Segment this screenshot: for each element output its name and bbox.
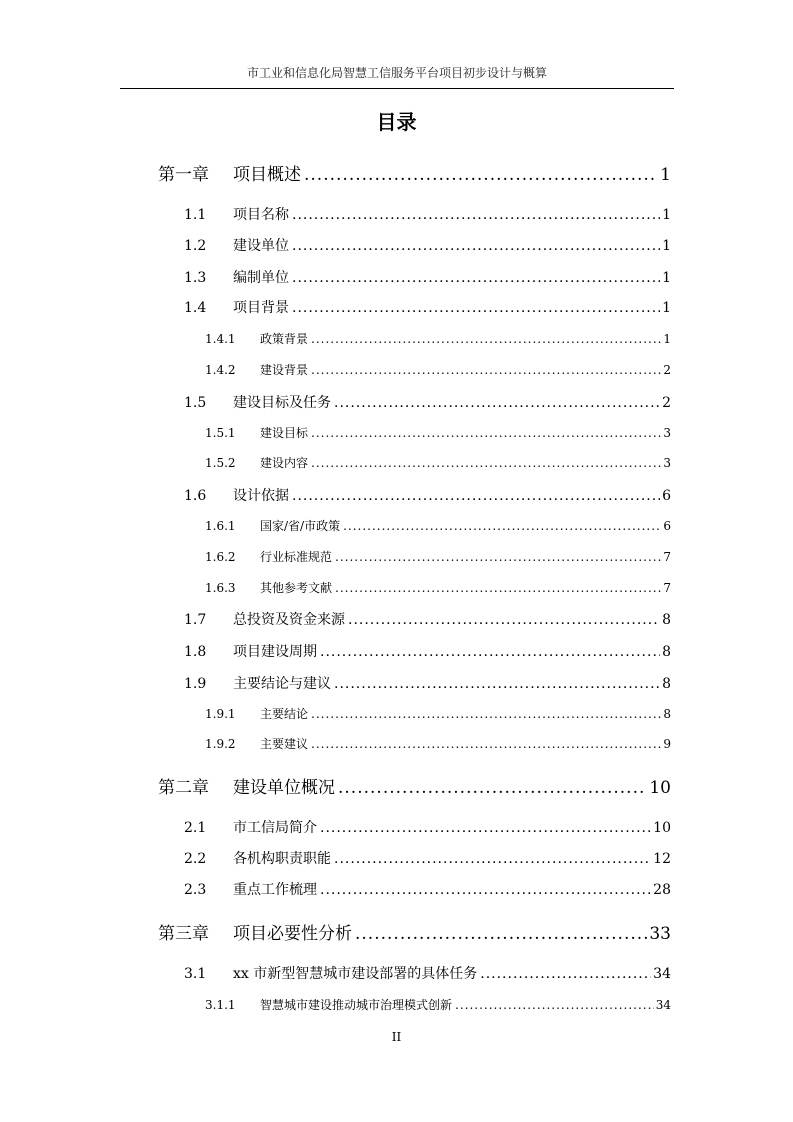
dot-leader	[311, 707, 661, 721]
dot-leader	[320, 882, 651, 898]
page-header: 市工业和信息化局智慧工信服务平台项目初步设计与概算	[120, 58, 674, 89]
entry-number: 2.1	[184, 820, 207, 836]
entry-page: 1	[662, 207, 671, 223]
entry-title: 总投资及资金来源	[233, 612, 345, 628]
entry-number: 1.3	[184, 270, 207, 286]
toc-entry-1-5-1[interactable]	[205, 424, 671, 441]
entry-title: 建设背景	[260, 363, 309, 377]
entry-number: 1.9.1	[205, 707, 236, 721]
entry-title: 行业标准规范	[260, 550, 333, 564]
dot-leader	[311, 363, 661, 377]
toc-entry-2-1[interactable]	[184, 817, 671, 837]
entry-page: 34	[653, 966, 671, 982]
entry-title: 主要结论	[260, 707, 309, 721]
dot-leader	[348, 612, 660, 628]
entry-page: 10	[653, 820, 671, 836]
toc-entry-1-6-3[interactable]	[205, 579, 671, 596]
entry-title: 项目建设周期	[233, 644, 317, 660]
entry-page: 34	[655, 998, 671, 1012]
entry-number: 3.1.1	[205, 998, 236, 1012]
toc-entry-chapter-3[interactable]	[158, 919, 671, 944]
entry-title: 主要结论与建议	[233, 676, 331, 692]
toc-entry-1-6[interactable]	[184, 485, 671, 505]
toc-entry-3-1[interactable]	[184, 963, 671, 983]
entry-page: 33	[649, 924, 671, 944]
dot-leader	[292, 238, 660, 254]
entry-title: 建设单位概况	[233, 778, 335, 798]
dot-leader	[320, 644, 660, 660]
entry-page: 1	[662, 238, 671, 254]
entry-page: 28	[653, 882, 671, 898]
entry-title: 重点工作梳理	[233, 882, 317, 898]
entry-title: 主要建议	[260, 737, 309, 751]
entry-page: 12	[653, 851, 671, 867]
page-number: II	[391, 1030, 402, 1044]
entry-page: 1	[660, 165, 671, 185]
entry-page: 7	[663, 550, 671, 564]
entry-page: 1	[663, 332, 671, 346]
toc-entry-1-6-2[interactable]	[205, 548, 671, 565]
entry-title: 建设单位	[233, 238, 289, 254]
entry-title: 编制单位	[233, 270, 289, 286]
entry-page: 2	[662, 395, 671, 411]
entry-title: xx 市新型智慧城市建设部署的具体任务	[233, 966, 478, 982]
entry-number: 1.4.1	[205, 332, 236, 346]
entry-number: 1.7	[184, 612, 207, 628]
dot-leader	[480, 966, 651, 982]
dot-leader	[311, 456, 661, 470]
dot-leader	[292, 488, 660, 504]
entry-number: 第二章	[158, 778, 209, 798]
dot-leader	[292, 300, 660, 316]
entry-number: 1.9	[184, 676, 207, 692]
toc-entry-chapter-1[interactable]	[158, 160, 671, 185]
entry-title: 设计依据	[233, 488, 289, 504]
entry-title: 项目必要性分析	[233, 924, 352, 944]
entry-title: 建设目标及任务	[233, 395, 331, 411]
toc-entry-1-6-1[interactable]	[205, 517, 671, 534]
entry-page: 9	[663, 737, 671, 751]
entry-number: 2.3	[184, 882, 207, 898]
entry-number: 1.5.1	[205, 426, 236, 440]
entry-title: 各机构职责职能	[233, 851, 331, 867]
toc-entry-1-8[interactable]	[184, 641, 671, 661]
entry-page: 8	[662, 612, 671, 628]
entry-number: 2.2	[184, 851, 207, 867]
entry-page: 6	[663, 519, 671, 533]
toc-entry-1-1[interactable]	[184, 204, 671, 224]
toc-title: 目录	[376, 110, 417, 134]
entry-title: 建设目标	[260, 426, 309, 440]
dot-leader	[335, 581, 661, 595]
entry-title: 建设内容	[260, 456, 309, 470]
entry-title: 国家/省/市政策	[260, 519, 341, 533]
dot-leader	[455, 998, 654, 1012]
entry-page: 1	[662, 300, 671, 316]
toc-entry-1-9-2[interactable]	[205, 735, 671, 752]
entry-number: 第一章	[158, 165, 209, 185]
toc-entry-1-4[interactable]	[184, 297, 671, 317]
entry-page: 8	[662, 676, 671, 692]
dot-leader	[338, 778, 647, 798]
dot-leader	[334, 395, 660, 411]
entry-number: 1.4.2	[205, 363, 236, 377]
entry-page: 8	[663, 707, 671, 721]
entry-title: 项目概述	[233, 165, 301, 185]
entry-title: 项目背景	[233, 300, 289, 316]
entry-number: 1.2	[184, 238, 207, 254]
dot-leader	[320, 820, 651, 836]
toc-entry-chapter-2[interactable]	[158, 773, 671, 798]
entry-number: 1.6.1	[205, 519, 236, 533]
toc-entry-1-4-2[interactable]	[205, 361, 671, 378]
entry-number: 第三章	[158, 924, 209, 944]
dot-leader	[311, 737, 661, 751]
entry-number: 1.8	[184, 644, 207, 660]
toc-entry-1-7[interactable]	[184, 609, 671, 629]
entry-page: 8	[662, 644, 671, 660]
dot-leader	[335, 550, 661, 564]
toc-entry-2-3[interactable]	[184, 879, 671, 899]
dot-leader	[311, 332, 661, 346]
toc-entry-1-5-2[interactable]	[205, 454, 671, 471]
entry-page: 3	[663, 426, 671, 440]
entry-number: 1.1	[184, 207, 207, 223]
entry-title: 市工信局简介	[233, 820, 317, 836]
entry-title: 智慧城市建设推动城市治理模式创新	[260, 998, 453, 1012]
entry-title: 其他参考文献	[260, 581, 333, 595]
entry-number: 1.9.2	[205, 737, 236, 751]
entry-title: 项目名称	[233, 207, 289, 223]
toc-entry-2-2[interactable]	[184, 848, 671, 868]
dot-leader	[334, 676, 660, 692]
entry-page: 1	[662, 270, 671, 286]
dot-leader	[292, 207, 660, 223]
toc-entry-1-4-1[interactable]	[205, 330, 671, 347]
entry-number: 1.5	[184, 395, 207, 411]
entry-page: 7	[663, 581, 671, 595]
entry-number: 1.6.3	[205, 581, 236, 595]
entry-page: 6	[662, 488, 671, 504]
dot-leader	[311, 426, 661, 440]
entry-number: 1.6.2	[205, 550, 236, 564]
entry-number: 3.1	[184, 966, 207, 982]
toc-entry-3-1-1[interactable]	[205, 996, 671, 1013]
toc-entry-1-3[interactable]	[184, 267, 671, 287]
dot-leader	[304, 165, 658, 185]
toc-entry-1-9-1[interactable]	[205, 705, 671, 722]
toc-entry-1-5[interactable]	[184, 392, 671, 412]
entry-number: 1.5.2	[205, 456, 236, 470]
dot-leader	[343, 519, 661, 533]
dot-leader	[292, 270, 660, 286]
entry-number: 1.6	[184, 488, 207, 504]
entry-number: 1.4	[184, 300, 207, 316]
entry-page: 3	[663, 456, 671, 470]
toc-entry-1-2[interactable]	[184, 235, 671, 255]
entry-page: 10	[649, 778, 671, 798]
entry-title: 政策背景	[260, 332, 309, 346]
dot-leader	[355, 924, 647, 944]
toc-entry-1-9[interactable]	[184, 673, 671, 693]
dot-leader	[334, 851, 651, 867]
entry-page: 2	[663, 363, 671, 377]
